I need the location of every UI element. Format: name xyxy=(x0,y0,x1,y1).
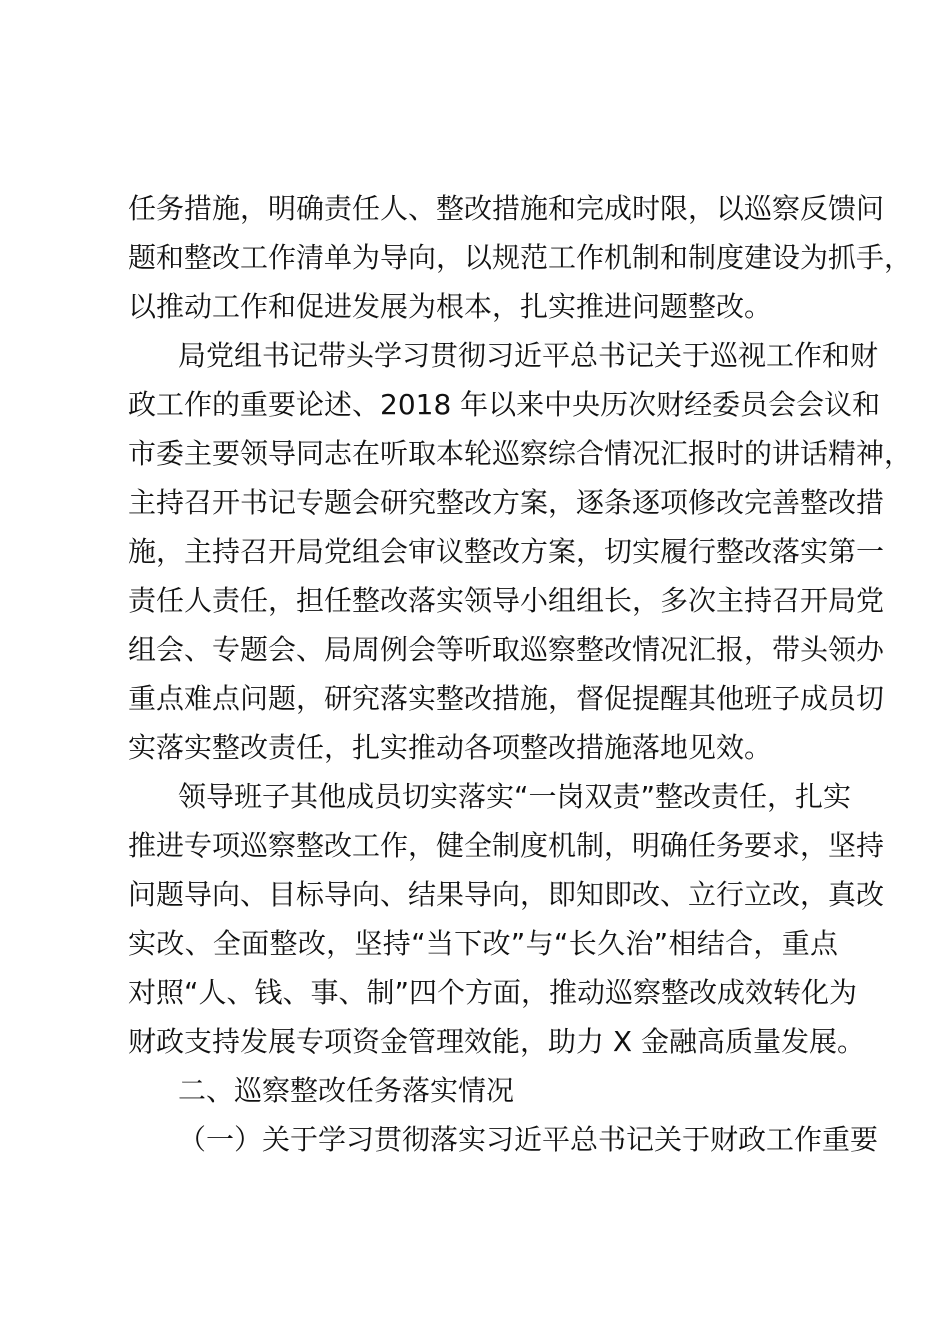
text-line: 市委主要领导同志在听取本轮巡察综合情况汇报时的讲话精神， xyxy=(128,437,913,470)
text-line: 实改、全面整改，坚持“当下改”与“长久治”相结合，重点 xyxy=(128,927,838,960)
text-line: 实落实整改责任，扎实推动各项整改措施落地见效。 xyxy=(128,731,773,764)
document-body xyxy=(128,184,913,1164)
text-line: 以推动工作和促进发展为根本，扎实推进问题整改。 xyxy=(128,290,773,323)
text-line: 组会、专题会、局周例会等听取巡察整改情况汇报，带头领办 xyxy=(128,633,885,666)
text-line: 题和整改工作清单为导向，以规范工作机制和制度建设为抓手， xyxy=(128,241,913,274)
text-line: 推进专项巡察整改工作，健全制度机制，明确任务要求，坚持 xyxy=(128,829,885,862)
text-line: 重点难点问题，研究落实整改措施，督促提醒其他班子成员切 xyxy=(128,682,885,715)
text-line: 财政支持发展专项资金管理效能，助力 X 金融高质量发展。 xyxy=(128,1025,865,1058)
text-line: 主持召开书记专题会研究整改方案，逐条逐项修改完善整改措 xyxy=(128,486,885,519)
text-line: 问题导向、目标导向、结果导向，即知即改、立行立改，真改 xyxy=(128,878,885,911)
text-line: 政工作的重要论述、2018 年以来中央历次财经委员会会议和 xyxy=(128,388,881,421)
paragraph-first-line: 局党组书记带头学习贯彻习近平总书记关于巡视工作和财 xyxy=(178,339,879,372)
subsection-heading: （一）关于学习贯彻落实习近平总书记关于财政工作重要 xyxy=(178,1123,879,1156)
section-heading: 二、巡察整改任务落实情况 xyxy=(178,1074,515,1107)
text-line: 施，主持召开局党组会审议整改方案，切实履行整改落实第一 xyxy=(128,535,885,568)
paragraph-first-line: 领导班子其他成员切实落实“一岗双责”整改责任，扎实 xyxy=(178,780,852,813)
text-line: 对照“人、钱、事、制”四个方面，推动巡察整改成效转化为 xyxy=(128,976,858,1009)
text-line: 任务措施，明确责任人、整改措施和完成时限，以巡察反馈问 xyxy=(128,192,885,225)
text-line: 责任人责任，担任整改落实领导小组组长，多次主持召开局党 xyxy=(128,584,885,617)
